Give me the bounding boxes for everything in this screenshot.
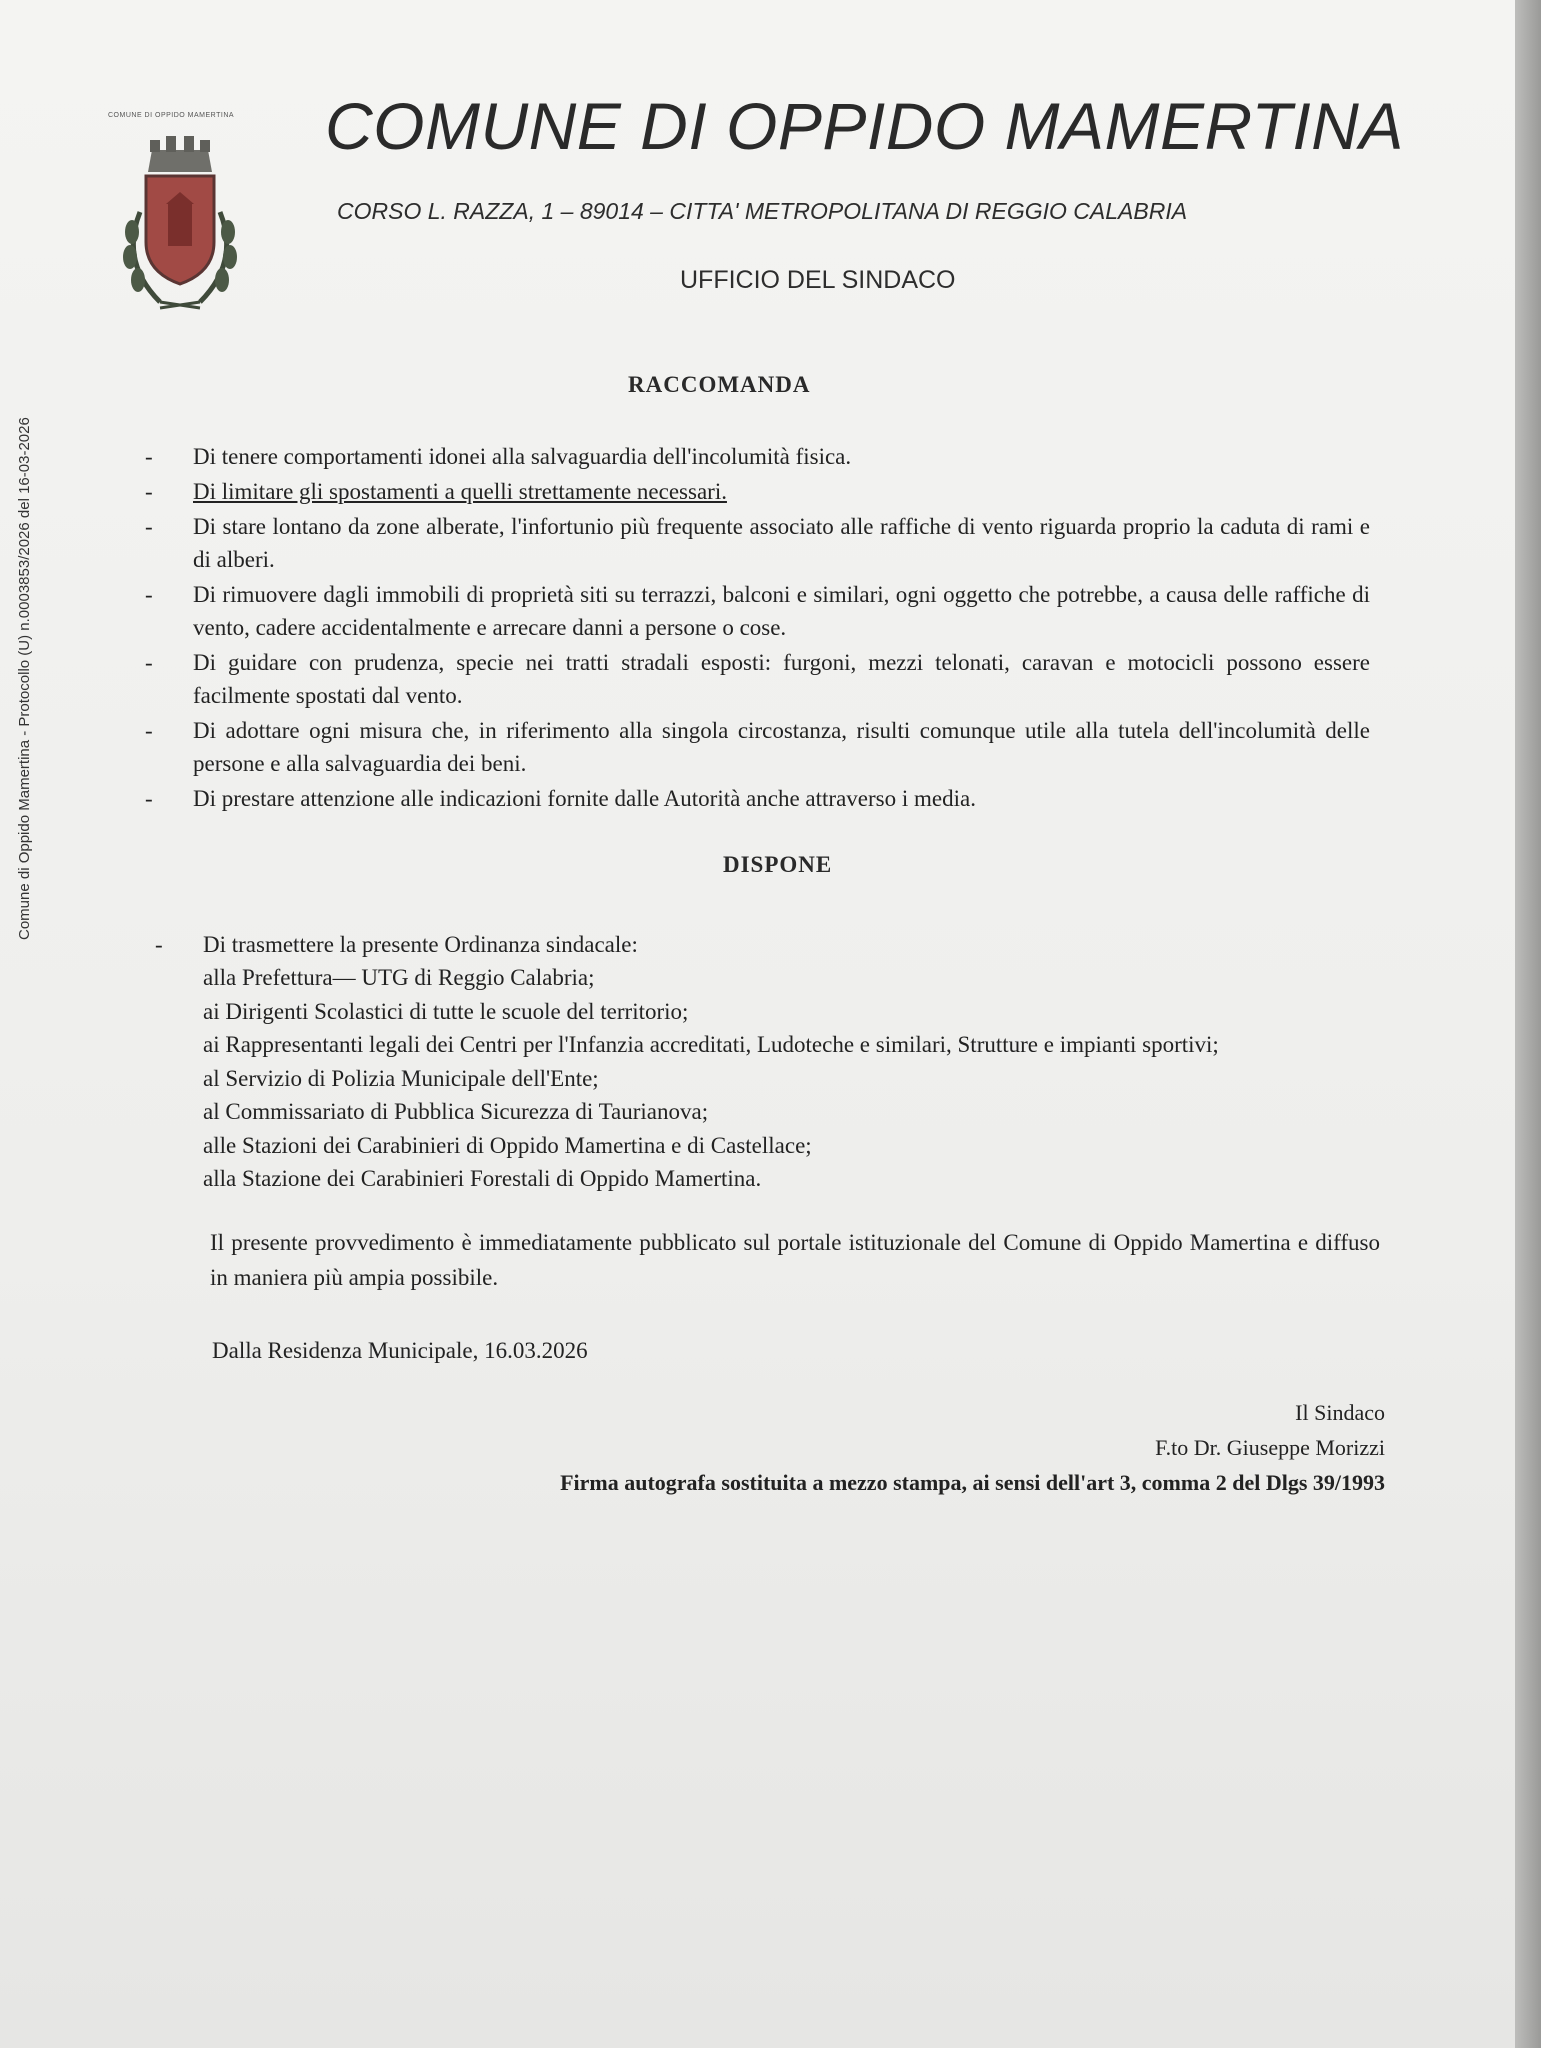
- bullet-glyph: -: [145, 514, 153, 539]
- recipient-item: ai Dirigenti Scolastici di tutte le scuole del territorio;: [203, 998, 689, 1024]
- screen-edge: [1515, 0, 1541, 2048]
- raccomanda-heading: RACCOMANDA: [628, 372, 811, 397]
- signature-name: F.to Dr. Giuseppe Morizzi: [1155, 1435, 1385, 1460]
- bullet-glyph: -: [145, 444, 153, 469]
- dispone-lead-text: Di trasmettere la presente Ordinanza sindacale:: [203, 932, 638, 957]
- bullet-glyph: -: [145, 650, 153, 675]
- office-name: UFFICIO DEL SINDACO: [680, 266, 956, 294]
- dispone-lead: [145, 928, 1375, 961]
- signature-note: Firma autografa sostituita a mezzo stampa, ai sensi dell'art 3, comma 2 del Dlgs 39/1993: [560, 1470, 1385, 1495]
- list-item: [145, 714, 1370, 780]
- crest-caption: COMUNE DI OPPIDO MAMERTINA: [108, 112, 235, 119]
- list-item-text: Di guidare con prudenza, specie nei tratti stradali esposti: furgoni, mezzi telonati, caravan e motocicli possono essere facilmente spostati dal vento.: [193, 650, 1370, 708]
- recipient-item: alla Prefettura— UTG di Reggio Calabria;: [203, 965, 595, 990]
- list-item: [145, 475, 1370, 508]
- recipient-item: al Commissariato di Pubblica Sicurezza di Taurianova;: [203, 1099, 709, 1124]
- date-line: Dalla Residenza Municipale, 16.03.2026: [212, 1338, 588, 1363]
- raccomanda-list: [145, 440, 1370, 817]
- recipient-item: alle Stazioni dei Carabinieri di Oppido Mamertina e di Castellace;: [203, 1132, 812, 1158]
- publication-paragraph: Il presente provvedimento è immediatamente pubblicato sul portale istituzionale del Comune di Oppido Mamertina e diffuso in maniera più ampia possibile.: [210, 1230, 1380, 1290]
- recipient-item: al Servizio di Polizia Municipale dell'Ente;: [203, 1065, 599, 1091]
- recipient-item: ai Rappresentanti legali dei Centri per l'Infanzia accreditati, Ludoteche e similari, Strutture e impianti sportivi;: [203, 1032, 1219, 1057]
- bullet-glyph: -: [145, 718, 153, 743]
- municipality-title: COMUNE DI OPPIDO MAMERTINA: [325, 89, 1404, 163]
- bullet-glyph: -: [145, 582, 153, 607]
- list-item-text: Di tenere comportamenti idonei alla salvaguardia dell'incolumità fisica.: [193, 444, 852, 469]
- list-item: [145, 782, 1370, 815]
- bullet-glyph: -: [145, 479, 153, 504]
- municipal-crest-icon: [110, 112, 250, 322]
- protocol-side-text: Comune di Oppido Mamertina - Protocollo (U) n.0003853/2026 del 16-03-2026: [16, 417, 33, 940]
- list-item-text: Di stare lontano da zone alberate, l'infortunio più frequente associato alle raffiche di vento riguarda proprio la caduta di rami e di alberi.: [193, 514, 1370, 572]
- dispone-block: [145, 928, 1375, 1196]
- recipient-item: alla Stazione dei Carabinieri Forestali di Oppido Mamertina.: [203, 1166, 762, 1191]
- signature-role: Il Sindaco: [1295, 1400, 1385, 1425]
- bullet-glyph: -: [155, 932, 163, 957]
- list-item: [145, 646, 1370, 712]
- list-item-text: Di rimuovere dagli immobili di proprietà siti su terrazzi, balconi e similari, ogni oggetto che potrebbe, a causa delle raffiche di vento, cadere accidentalmente e arrecare danni a persone o cose.: [193, 582, 1370, 640]
- bullet-glyph: -: [145, 786, 153, 811]
- list-item: [145, 440, 1370, 473]
- list-item: [145, 578, 1370, 644]
- municipality-address: CORSO L. RAZZA, 1 – 89014 – CITTA' METROPOLITANA DI REGGIO CALABRIA: [337, 198, 1188, 224]
- dispone-heading: DISPONE: [723, 852, 833, 877]
- list-item: [145, 510, 1370, 576]
- list-item-text: Di limitare gli spostamenti a quelli strettamente necessari.: [193, 479, 727, 504]
- list-item-text: Di prestare attenzione alle indicazioni fornite dalle Autorità anche attraverso i media.: [193, 786, 976, 811]
- list-item-text: Di adottare ogni misura che, in riferimento alla singola circostanza, risulti comunque utile alla tutela dell'incolumità delle persone e alla salvaguardia dei beni.: [193, 718, 1370, 776]
- protocol-side-stamp: [0, 60, 33, 940]
